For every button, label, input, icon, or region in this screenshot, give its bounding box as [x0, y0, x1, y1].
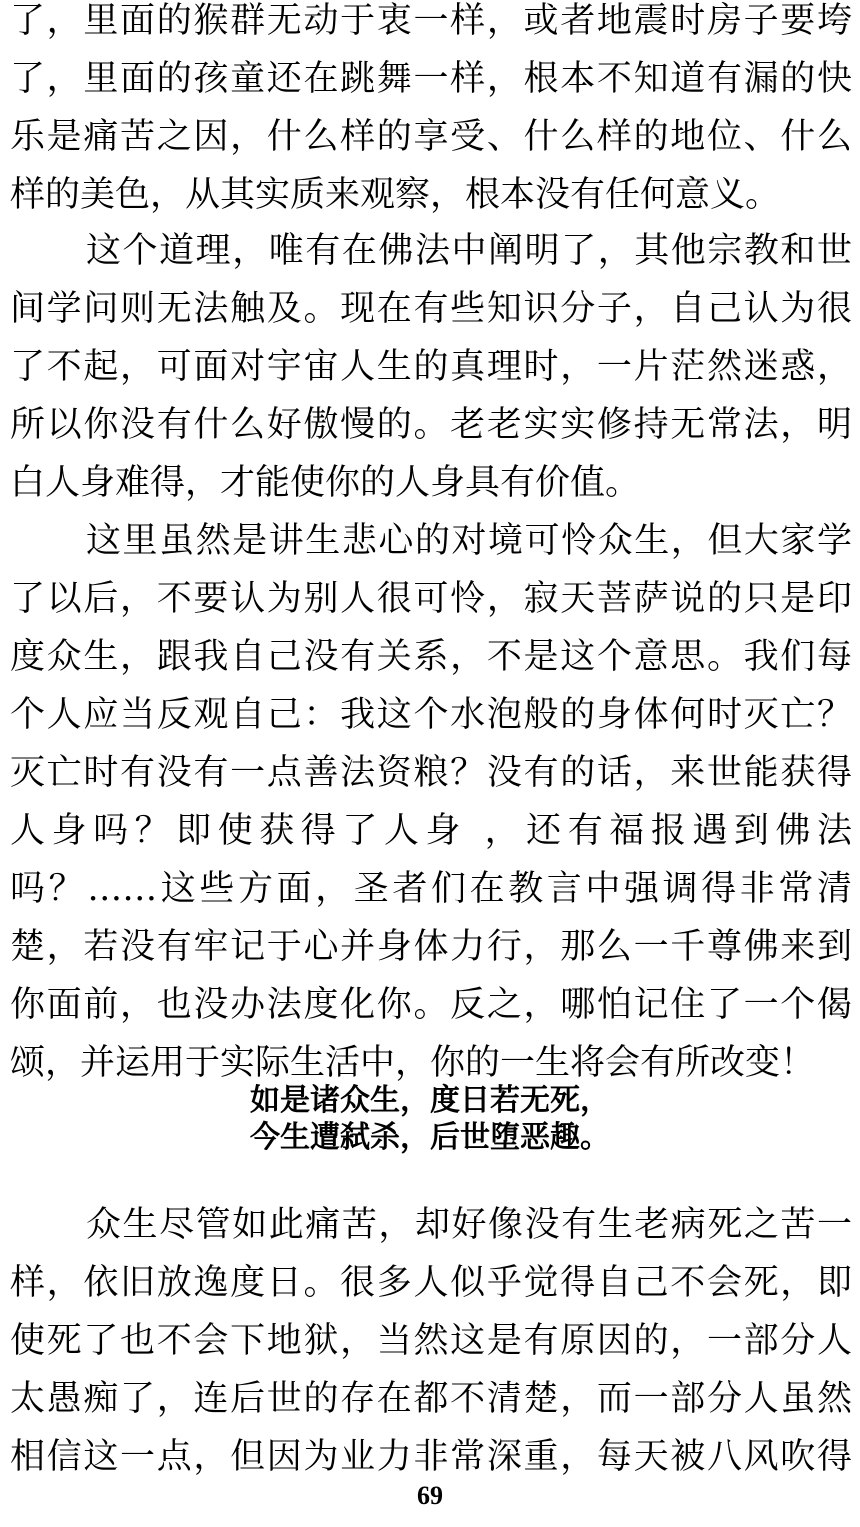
text-line: 间学问则无法触及。现在有些知识分子，自己认为很 [10, 289, 852, 329]
paragraph [10, 512, 852, 1092]
text-line: 你面前，也没办法度化你。反之，哪怕记住了一个偈 [10, 985, 852, 1025]
verse-line: 如是诸众生，度日若无死， [250, 1083, 610, 1118]
text-line: 样，依旧放逸度日。很多人似乎觉得自己不会死，即 [10, 1263, 852, 1303]
verse-line: 今生遭弑杀，后世堕恶趣。 [250, 1120, 610, 1155]
verse-block [0, 1082, 860, 1156]
text-line: 了以后，不要认为别人很可怜，寂天菩萨说的只是印 [10, 579, 852, 619]
text-line: 相信这一点，但因为业力非常深重，每天被八风吹得 [10, 1437, 852, 1477]
text-line: 人身吗？即使获得了人身 ，还有福报遇到佛法 [10, 811, 852, 851]
text-line: 使死了也不会下地狱，当然这是有原因的，一部分人 [10, 1321, 852, 1361]
text-line: 了，里面的孩童还在跳舞一样，根本不知道有漏的快 [10, 59, 852, 99]
paragraph [10, 1196, 852, 1486]
text-line: 样的美色，从其实质来观察，根本没有任何意义。 [10, 175, 781, 215]
text-line: 灭亡时有没有一点善法资粮？没有的话，来世能获得 [10, 753, 852, 793]
text-line: 乐是痛苦之因，什么样的享受、什么样的地位、什么 [10, 117, 852, 157]
text-line: 了不起，可面对宇宙人生的真理时，一片茫然迷惑， [10, 347, 852, 387]
text-line: 吗？……这些方面，圣者们在教言中强调得非常清 [10, 869, 852, 909]
text-line: 个人应当反观自己：我这个水泡般的身体何时灭亡？ [10, 695, 852, 735]
text-line: 众生尽管如此痛苦，却好像没有生老病死之苦一 [86, 1205, 852, 1245]
text-line: 了，里面的猴群无动于衷一样，或者地震时房子要垮 [10, 1, 852, 41]
text-line: 太愚痴了，连后世的存在都不清楚，而一部分人虽然 [10, 1379, 852, 1419]
text-line: 颂，并运用于实际生活中，你的一生将会有所改变！ [10, 1043, 816, 1083]
text-line: 所以你没有什么好傲慢的。老老实实修持无常法，明 [10, 405, 852, 445]
text-line: 这里虽然是讲生悲心的对境可怜众生，但大家学 [86, 521, 852, 561]
paragraph [10, 222, 852, 512]
text-line: 楚，若没有牢记于心并身体力行，那么一千尊佛来到 [10, 927, 852, 967]
page-number: 69 [417, 1481, 443, 1510]
text-line: 度众生，跟我自己没有关系，不是这个意思。我们每 [10, 637, 852, 677]
text-line: 白人身难得，才能使你的人身具有价值。 [10, 463, 641, 503]
text-line: 这个道理，唯有在佛法中阐明了，其他宗教和世 [86, 231, 852, 271]
paragraph-continued [10, 0, 852, 224]
